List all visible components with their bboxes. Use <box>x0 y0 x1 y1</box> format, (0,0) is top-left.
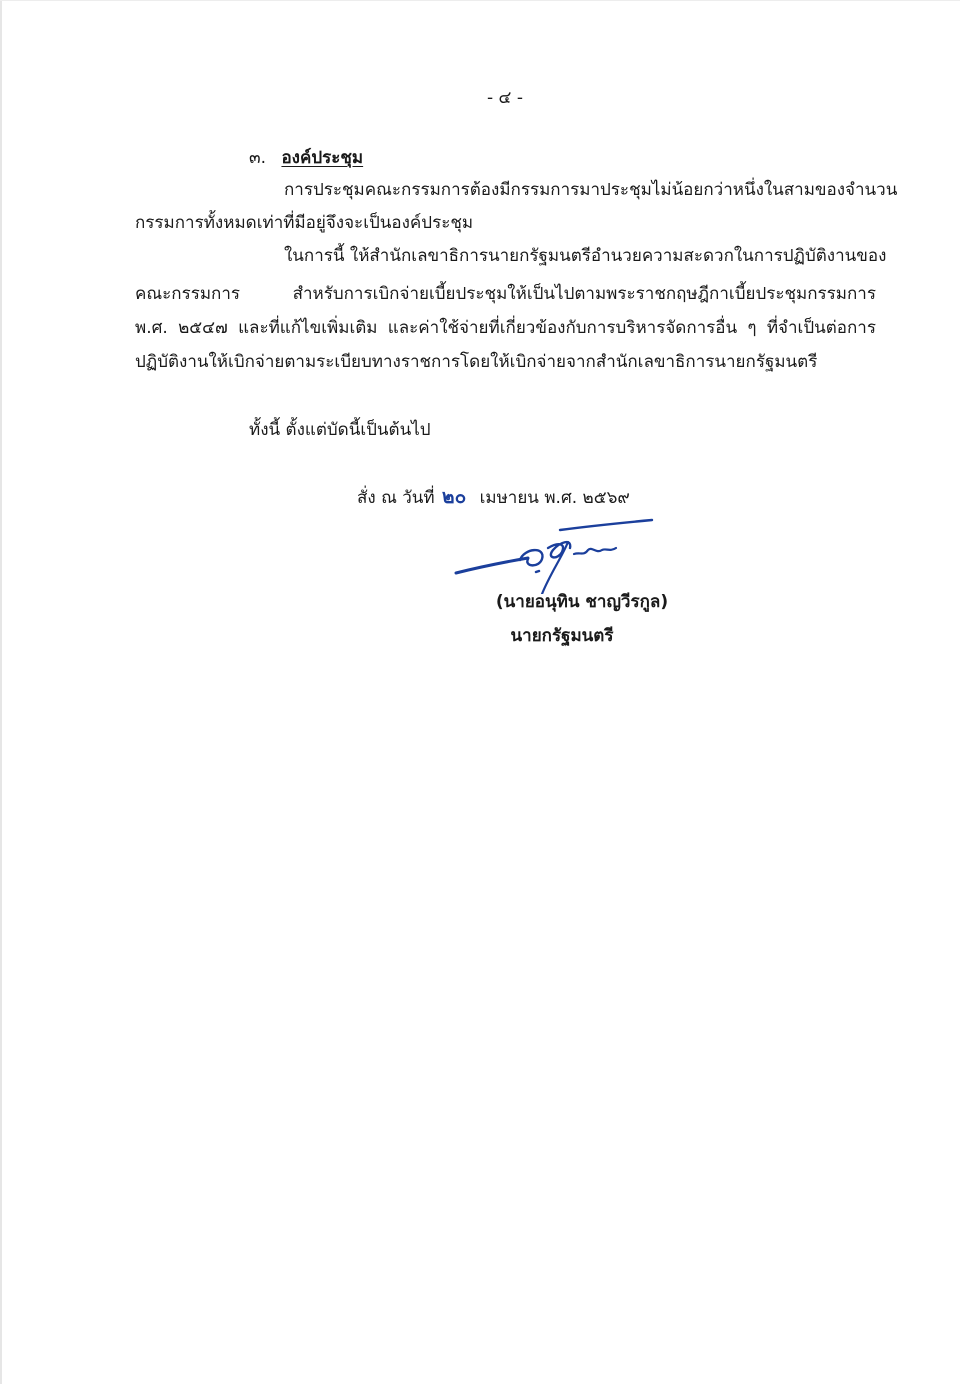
order-date-prefix: สั่ง ณ วันที่ <box>357 488 435 508</box>
order-date <box>357 485 630 510</box>
section-title: องค์ประชุม <box>281 148 364 168</box>
signer-title: นายกรัฐมนตรี <box>510 626 614 646</box>
effective-date-clause: ทั้งนี้ ตั้งแต่บัดนี้เป็นต้นไป <box>249 420 431 440</box>
scan-edge-top <box>0 0 960 1</box>
paragraph-1-line-2: กรรมการทั้งหมดเท่าที่มีอยู่จึงจะเป็นองค์ประชุม <box>135 213 474 233</box>
order-date-suffix: เมษายน พ.ศ. ๒๕๖๙ <box>479 488 630 508</box>
paragraph-2-line-4: ปฏิบัติงานให้เบิกจ่ายตามระเบียบทางราชการโดยให้เบิกจ่ายจากสำนักเลขาธิการนายกรัฐมนตรี <box>135 352 818 372</box>
page-number: - ๔ - <box>487 88 523 108</box>
section-heading <box>249 146 363 170</box>
order-day-handwritten: ๒๐ <box>442 486 467 508</box>
section-number: ๓. <box>249 148 267 168</box>
paragraph-2-line-2: คณะกรรมการ สำหรับการเบิกจ่ายเบี้ยประชุมให้เป็นไปตามพระราชกฤษฎีกาเบี้ยประชุมกรรมการ <box>135 284 876 304</box>
paragraph-2-line-3: พ.ศ. ๒๕๔๗ และที่แก้ไขเพิ่มเติม และค่าใช้จ่ายที่เกี่ยวข้องกับการบริหารจัดการอื่น ๆ ที่จำเป็นต่อการ <box>135 318 876 338</box>
signer-name: (นายอนุทิน ชาญวีรกูล) <box>495 592 669 612</box>
paragraph-2-line-1: ในการนี้ ให้สำนักเลขาธิการนายกรัฐมนตรีอำนวยความสะดวกในการปฏิบัติงานของ <box>284 246 887 266</box>
scan-edge-left <box>0 0 2 1384</box>
signature-mark <box>450 512 660 594</box>
paragraph-1-line-1: การประชุมคณะกรรมการต้องมีกรรมการมาประชุมไม่น้อยกว่าหนึ่งในสามของจำนวน <box>284 180 898 200</box>
